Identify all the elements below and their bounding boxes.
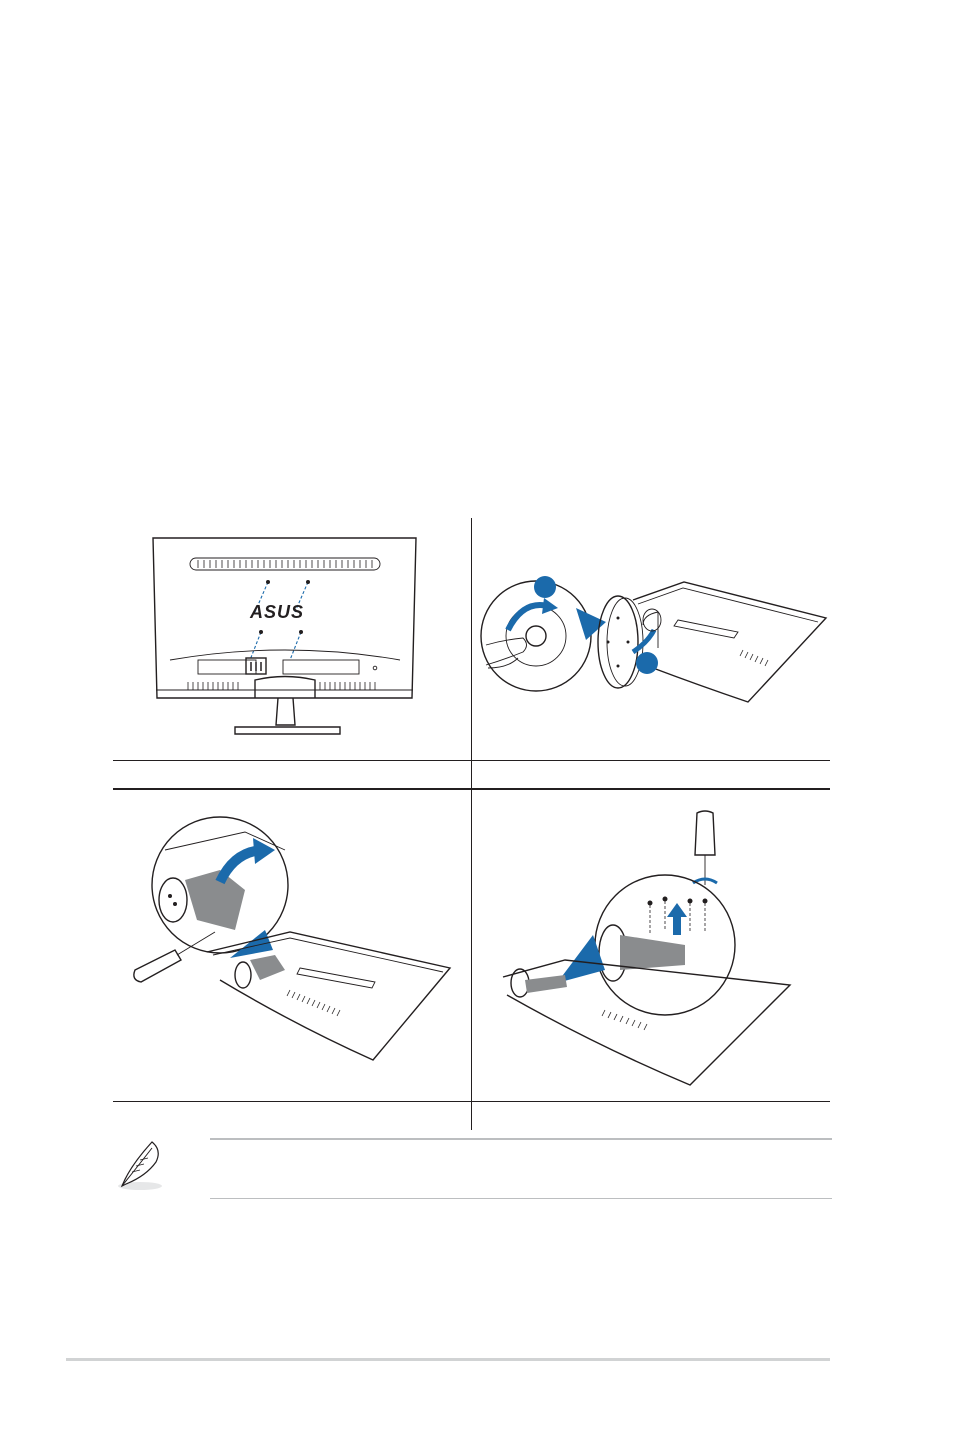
step-marker-1 <box>534 576 556 598</box>
note-top-rule <box>210 1138 832 1140</box>
note-bottom-rule <box>210 1198 832 1199</box>
footer-rule <box>66 1358 830 1361</box>
note-block <box>110 1136 832 1202</box>
figure-unscrew-hinge <box>495 805 795 1090</box>
figure-remove-base <box>478 570 833 710</box>
row1-bottom-rule <box>113 760 830 761</box>
row2-bottom-rule <box>113 1101 830 1102</box>
feather-pen-icon <box>110 1136 170 1196</box>
asus-logo: ASUS <box>250 602 305 622</box>
figure-remove-hinge-cover <box>125 820 460 1065</box>
row2-top-rule <box>113 788 830 790</box>
figure-monitor-rear <box>140 530 430 745</box>
figure-grid-vertical-divider <box>471 518 472 1130</box>
step-marker-2 <box>636 652 658 674</box>
